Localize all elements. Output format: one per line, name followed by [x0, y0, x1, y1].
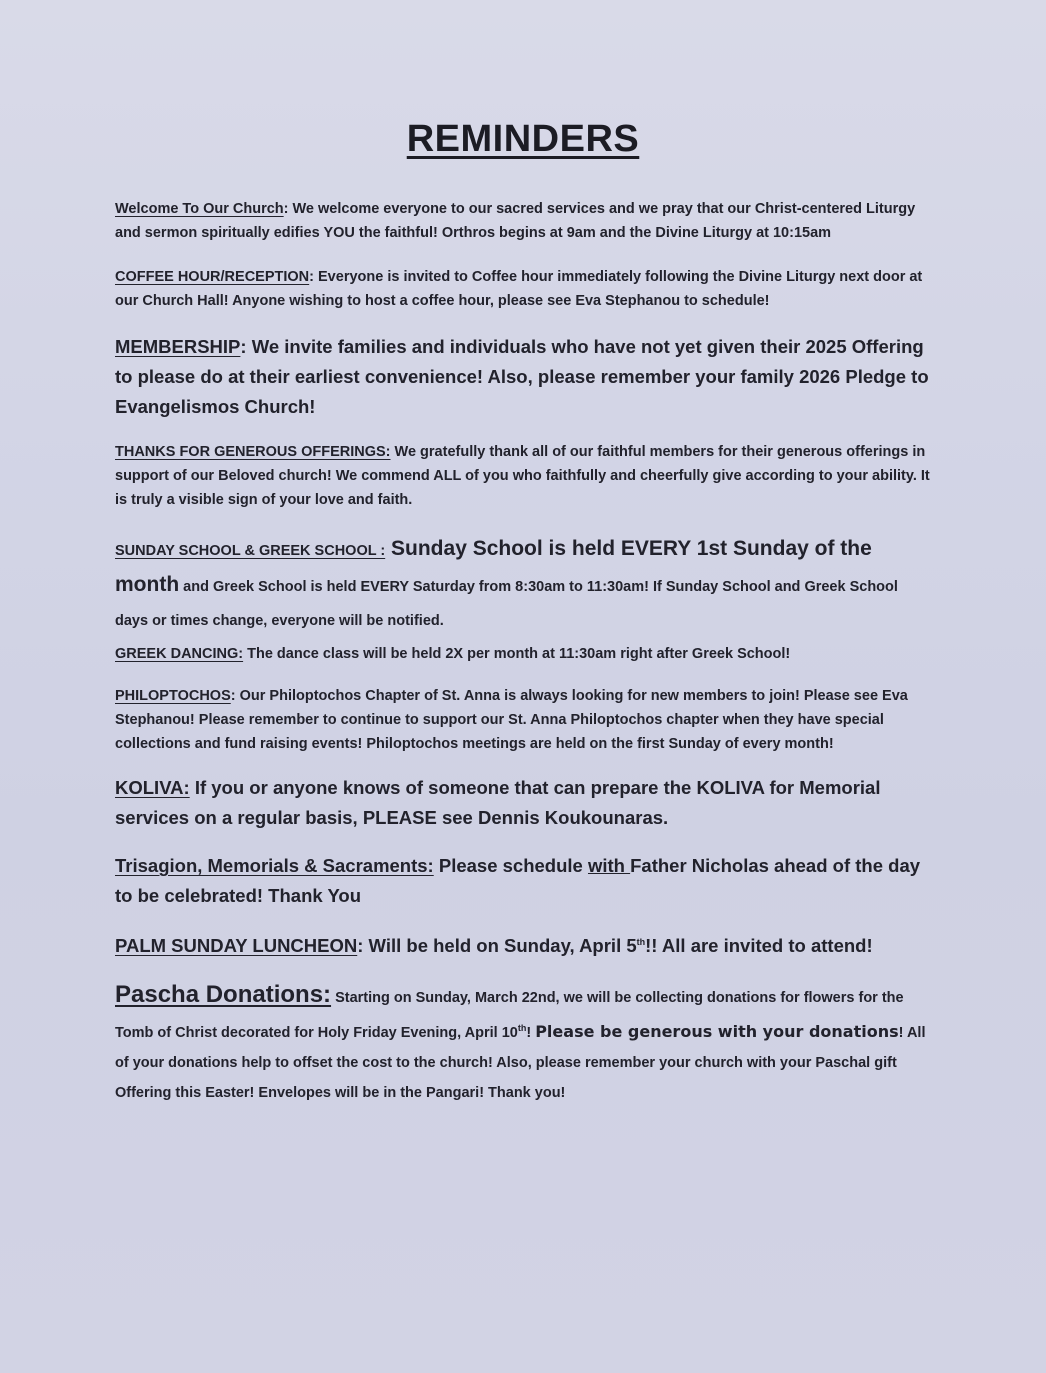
membership-section: [115, 332, 930, 422]
pascha-text-b: !: [526, 1024, 536, 1041]
welcome-section: [115, 197, 930, 245]
dancing-text: The dance class will be held 2X per month at 11:30am right after Greek School!: [243, 646, 791, 662]
page-title: REMINDERS: [406, 118, 640, 160]
membership-heading: MEMBERSHIP: [115, 336, 241, 357]
koliva-text: If you or anyone knows of someone that can prepare the KOLIVA for Memorial services on a regular basis, PLEASE see Dennis Koukounaras.: [115, 777, 881, 828]
coffee-heading: COFFEE HOUR/RECEPTION: [115, 269, 310, 285]
trisagion-heading: Trisagion, Memorials & Sacraments:: [115, 855, 434, 876]
pascha-heading: Pascha Donations:: [115, 981, 332, 1008]
pascha-emphasis: Please be generous with your donations: [535, 1021, 899, 1041]
coffee-text: : Everyone is invited to Coffee hour immediately following the Divine Liturgy next door at our Church Hall! Anyone wishing to host a coffee hour, please see Eva Stephanou to schedule!: [115, 269, 923, 309]
pascha-text-a: Starting on Sunday, March 22nd, we will be collecting donations for flowers for the Tomb of Christ decorated for Holy Friday Evening, April 10: [115, 990, 904, 1041]
pascha-text-c: ! All of your donations help to offset the cost to the church! Also, please remember your church with your Paschal gift Offering this Easter! Envelopes will be in the Pangari! Thank you!: [115, 1024, 926, 1101]
pascha-section: [115, 980, 930, 1108]
koliva-heading: KOLIVA:: [115, 777, 190, 798]
school-section: [115, 532, 930, 638]
koliva-section: [115, 773, 930, 833]
pascha-sup: th: [517, 1023, 527, 1033]
dancing-section: [115, 642, 930, 666]
thanks-section: [115, 440, 930, 512]
palm-text-a: : Will be held on Sunday, April 5: [357, 935, 637, 957]
welcome-heading: Welcome To Our Church: [115, 201, 284, 217]
palm-section: [115, 927, 930, 961]
trisagion-section: [115, 851, 930, 911]
trisagion-text-a: Please schedule: [433, 855, 588, 876]
welcome-text: : We welcome everyone to our sacred services and we pray that our Christ-centered Liturgy and sermon spiritually edifies YOU the faithful! Orthros begins at 9am and the Divine Liturgy at 10:15am: [115, 201, 916, 241]
philoptochos-section: [115, 684, 930, 756]
dancing-heading: GREEK DANCING:: [115, 646, 244, 662]
school-big-text: Sunday School is held EVERY 1st Sunday of the month: [115, 537, 872, 596]
school-text: and Greek School is held EVERY Saturday from 8:30am to 11:30am! If Sunday School and Greek School days or times change, everyone will be notified.: [115, 579, 898, 629]
palm-sup: th: [636, 937, 646, 947]
trisagion-text-b: Father Nicholas ahead of the day to be celebrated! Thank You: [115, 855, 921, 906]
palm-text-b: !! All are invited to attend!: [645, 935, 873, 957]
philoptochos-text: : Our Philoptochos Chapter of St. Anna is always looking for new members to join! Please see Eva Stephanou! Please remember to continue to support our St. Anna Philoptochos chapter when they have special collections and fund raising events! Philoptochos meetings are held on the first Sunday of every month!: [115, 688, 908, 752]
coffee-section: [115, 265, 930, 313]
school-heading: SUNDAY SCHOOL & GREEK SCHOOL :: [115, 543, 386, 559]
thanks-heading: THANKS FOR GENEROUS OFFERINGS:: [115, 444, 391, 460]
palm-heading: PALM SUNDAY LUNCHEON: [115, 935, 358, 957]
thanks-text: We gratefully thank all of our faithful members for their generous offerings in support of our Beloved church! We commend ALL of you who faithfully and cheerfully give according to your ability. It is truly a visible sign of your love and faith.: [115, 444, 930, 508]
philoptochos-heading: PHILOPTOCHOS: [115, 688, 231, 704]
membership-text: : We invite families and individuals who have not yet given their 2025 Offering to please do at their earliest convenience! Also, please remember your family 2026 Pledge to Evangelismos Church!: [115, 336, 929, 417]
trisagion-underlined: with: [587, 855, 631, 876]
